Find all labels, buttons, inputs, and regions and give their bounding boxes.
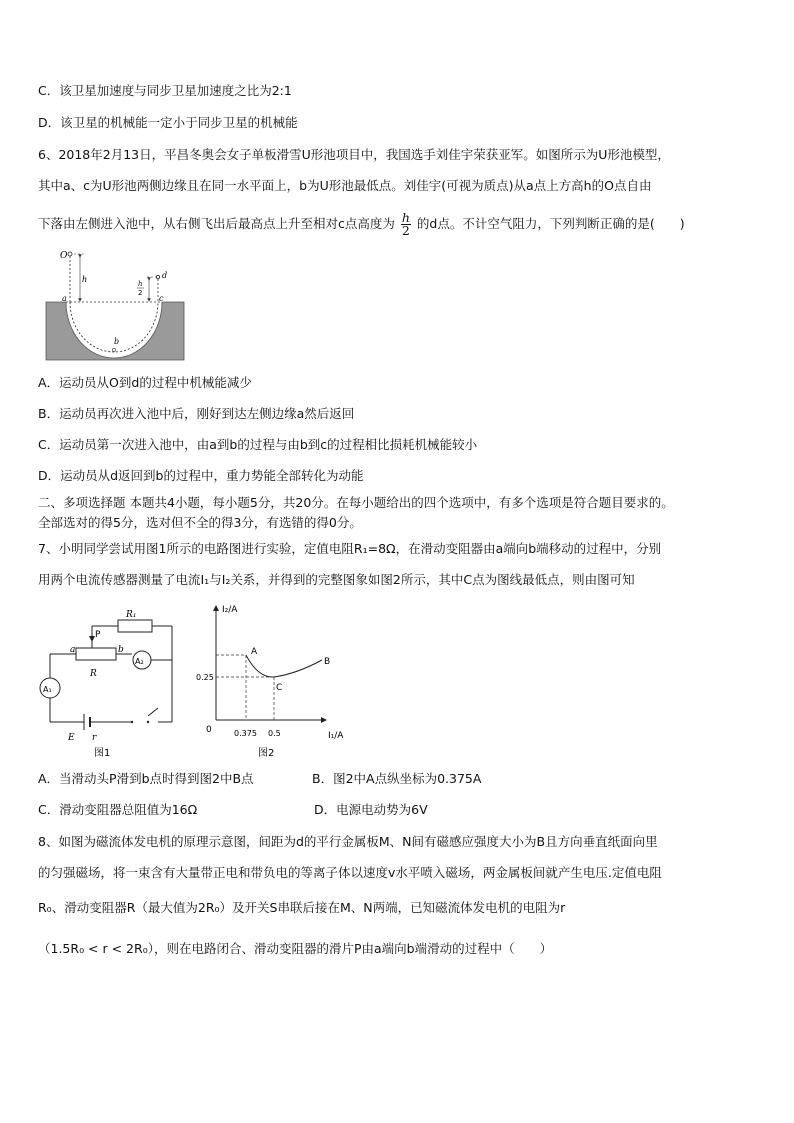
graph-xtick-05: 0.5 — [268, 729, 281, 738]
graph-origin: 0 — [206, 725, 212, 735]
q6-option-b: B．运动员再次进入池中后，刚好到达左侧边缘a然后返回 — [38, 406, 355, 421]
label-h2-num: h — [138, 280, 143, 288]
label-a: a — [62, 294, 67, 303]
q7-graph-figure — [196, 600, 366, 765]
label-a2: A₂ — [135, 657, 144, 666]
q6-fraction — [401, 212, 411, 237]
q7-stem-line2: 用两个电流传感器测量了电流I₁与I₂关系，并得到的完整图象如图2所示，其中C点为图线最低点，则由图可知 — [38, 572, 635, 587]
q6-option-d: D．运动员从d返回到b的过程中，重力势能全部转化为动能 — [38, 468, 364, 483]
q6-stem-line2: 其中a、c为U形池两侧边缘且在同一水平面上，b为U形池最低点。刘佳宇(可视为质点)从a点上方高h的O点自由 — [38, 178, 652, 193]
q5-option-d: D．该卫星的机械能一定小于同步卫星的机械能 — [38, 115, 298, 130]
rheostat-r — [76, 648, 116, 660]
label-r1: R₁ — [126, 610, 137, 620]
resistor-r1 — [118, 620, 152, 632]
q8-stem-line4: （1.5R₀ < r < 2R₀），则在电路闭合、滑动变阻器的滑片P由a端向b端滑动的过程中（ ） — [38, 941, 553, 956]
label-r: R — [90, 669, 97, 679]
q8-stem-line2: 的匀强磁场，将一束含有大量带正电和带负电的等离子体以速度v水平喷入磁场，两金属板间就产生电压.定值电阻 — [38, 865, 662, 880]
figure1-caption: 图1 — [94, 748, 111, 759]
graph-ytick: 0.25 — [196, 673, 214, 682]
figure2-caption: 图2 — [258, 748, 275, 759]
q6-option-c: C．运动员第一次进入池中，由a到b的过程与由b到c的过程相比损耗机械能较小 — [38, 437, 478, 452]
q7-option-d: D．电源电动势为6V — [314, 802, 428, 817]
q6-option-a: A．运动员从O到d的过程中机械能减少 — [38, 375, 252, 390]
section2-header-line1: 二、多项选择题 本题共4小题，每小题5分，共20分。在每小题给出的四个选项中，有多个选项是符合题目要求的。 — [38, 495, 674, 510]
q7-option-c: C．滑动变阻器总阻值为16Ω — [38, 802, 198, 817]
graph-xtick-0375: 0.375 — [234, 729, 257, 738]
q6-fraction-denominator: 2 — [401, 223, 410, 238]
q7-stem-line1: 7、小明同学尝试用图1所示的电路图进行实验，定值电阻R₁=8Ω，在滑动变阻器由a端向b端移动的过程中，分别 — [38, 541, 662, 556]
q7-circuit-figure — [36, 604, 186, 764]
label-o: O — [60, 251, 68, 261]
graph-point-c: C — [276, 683, 283, 693]
graph-y-label: I₂/A — [222, 605, 238, 615]
point-d-marker — [156, 275, 159, 278]
q7-option-b: B．图2中A点纵坐标为0.375A — [312, 771, 482, 786]
label-h: h — [82, 275, 88, 284]
q6-stem-line1: 6、2018年2月13日，平昌冬奥会女子单板滑雪U形池项目中，我国选手刘佳宇荣获亚军。如图所示为U形池模型， — [38, 147, 670, 162]
label-c: c — [159, 294, 164, 303]
q8-stem-line1: 8、如图为磁流体发电机的原理示意图，间距为d的平行金属板M、N间有磁感应强度大小为B且方向垂直纸面向里 — [38, 834, 658, 849]
point-o-marker — [68, 252, 72, 256]
label-b: b — [114, 337, 120, 346]
label-r-internal: r — [92, 733, 97, 743]
q6-stem-line3a: 下落由左侧进入池中，从右侧飞出后最高点上升至相对c点高度为 — [38, 216, 395, 231]
graph-curve — [246, 655, 322, 677]
label-p: P — [95, 630, 101, 640]
q6-fraction-numerator: h — [401, 210, 410, 225]
label-d: d — [162, 271, 168, 280]
label-h2-den: 2 — [138, 289, 143, 297]
switch-s — [148, 708, 158, 716]
point-b-marker — [112, 348, 115, 351]
q8-stem-line3: R₀、滑动变阻器R（最大值为2R₀）及开关S串联后接在M、N两端，已知磁流体发电机的电阻为r — [38, 900, 566, 915]
label-a1: A₁ — [43, 685, 52, 694]
section2-header-line2: 全部选对的得5分，选对但不全的得3分，有选错的得0分。 — [38, 515, 362, 530]
q6-u-pool-figure — [44, 244, 188, 362]
label-a: a — [70, 645, 76, 655]
graph-point-b: B — [324, 657, 331, 667]
q6-stem-line3 — [38, 212, 685, 237]
label-b: b — [118, 645, 124, 655]
graph-x-label: I₁/A — [328, 731, 344, 741]
q6-stem-line3b: 的d点。不计空气阻力，下列判断正确的是( ) — [416, 216, 685, 231]
label-e: E — [68, 733, 75, 743]
q5-option-c: C．该卫星加速度与同步卫星加速度之比为2:1 — [38, 83, 292, 98]
q7-option-a: A．当滑动头P滑到b点时得到图2中B点 — [38, 771, 254, 786]
graph-point-a: A — [251, 647, 258, 657]
